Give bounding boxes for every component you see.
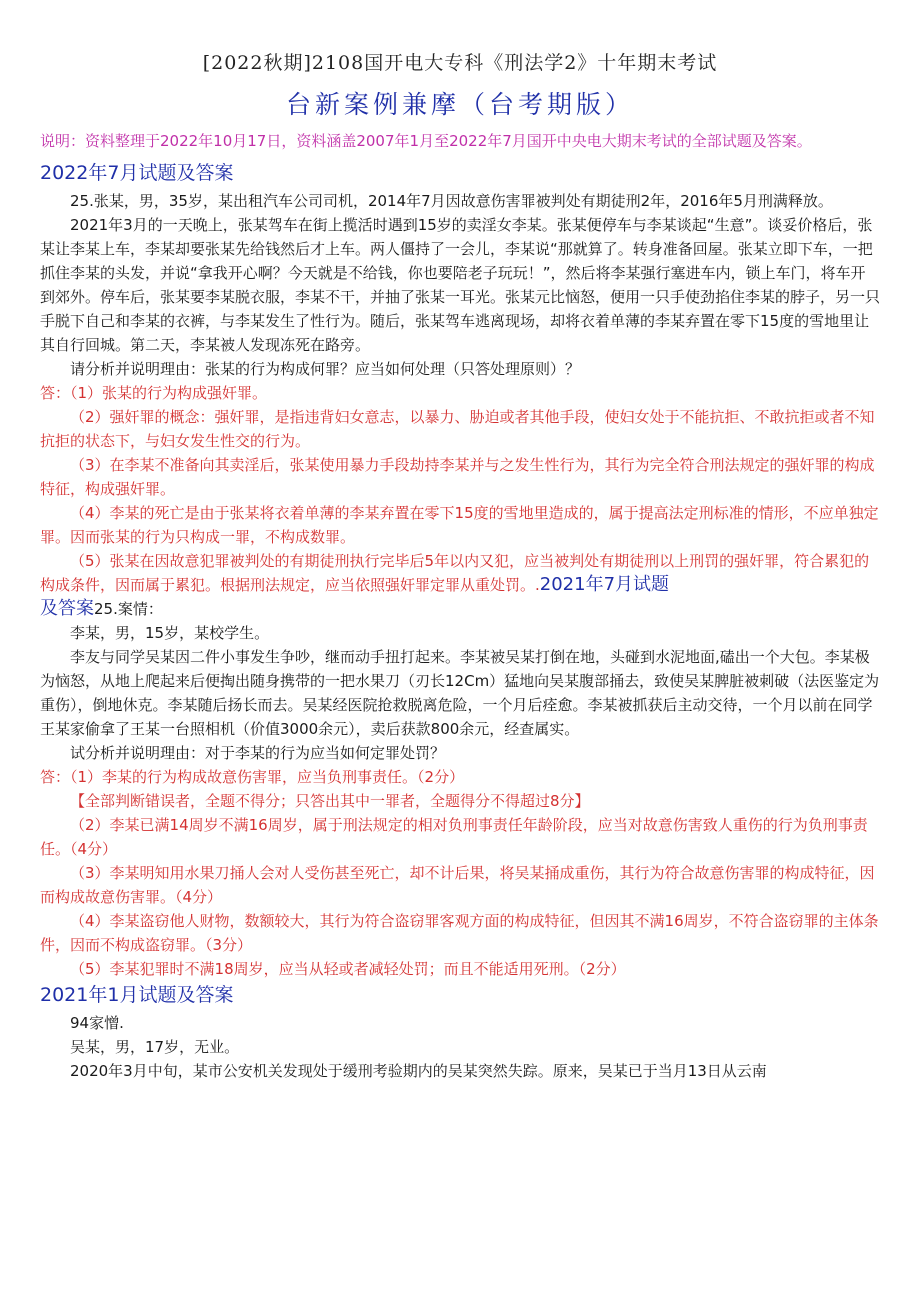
- answer-text: （5）张某在因故意犯罪被判处的有期徒刑执行完毕后5年以内又犯，应当被判处有期徒刑以上刑罚的强奸罪，符合累犯的构成条件，因而属于累犯。根据刑法规定，应当依照强奸罪定罪从重处罚。.: [40, 552, 870, 594]
- section-heading-2022-07: 2022年7月试题及答案: [40, 162, 234, 184]
- heading-continuation: [40, 597, 880, 621]
- document-subtitle: 台新案例兼摩（台考期版）: [285, 90, 634, 119]
- case-paragraph: 2021年3月的一天晚上，张某驾车在街上揽活时遇到15岁的卖淫女李某。张某便停车与李某谈起“生意”。谈妥价格后，张某让李某上车，李某却要张某先给钱然后才上车。两人僵持了一会儿，李某说“那就算了。转身准备回屋。张某立即下车，一把抓住李某的头发，并说“拿我开心啊？今天就是不给钱，你也要陪老子玩玩！”，然后将李某强行塞进车内，锁上车门，将车开到郊外。停车后，张某要李某脱衣服，李某不干，并抽了张某一耳光。张某元比恼怒，便用一只手使劲掐住李某的脖子，另一只手脱下自己和李某的衣裤，与李某发生了性行为。随后，张某驾车逃离现场，却将衣着单薄的李某弃置在零下15度的雪地里让其自行回城。第二天，李某被人发现冻死在路旁。: [40, 216, 881, 354]
- question-paragraph: 请分析并说明理由：张某的行为构成何罪？应当如何处理（只答处理原则）？: [70, 360, 581, 378]
- case-paragraph: 吴某，男，17岁，无业。: [70, 1038, 240, 1056]
- document-title: [2022秋期]2108国开电大专科《刑法学2》十年期末考试: [202, 52, 718, 74]
- answer-paragraph: （2）强奸罪的概念：强奸罪，是指违背妇女意志，以暴力、胁迫或者其他手段，使妇女处于不能抗拒、不敢抗拒或者不知抗拒的状态下，与妇女发生性交的行为。: [40, 408, 875, 450]
- section-heading-2021-07: 2021年7月试题: [539, 574, 670, 595]
- section-heading-2021-01: 2021年1月试题及答案: [40, 984, 234, 1006]
- answer-paragraph: （5）李某犯罪时不满18周岁，应当从轻或者减轻处罚；而且不能适用死刑。（2分）: [70, 960, 626, 978]
- answer-paragraph-with-heading: [40, 549, 880, 597]
- case-paragraph: 李友与同学吴某因二件小事发生争吵，继而动手扭打起来。李某被吴某打倒在地，头碰到水泥地面,磕出一个大包。李某极为恼怒，从地上爬起来后便掏出随身携带的一把水果刀（刃长12Cm）猛地向吴某腹部捅去，致使吴某脾脏被刺破（法医鉴定为重伤），倒地休克。李某随后扬长而去。吴某经医院抢救脱离危险，一个月后痊愈。李某被抓获后主动交待，一个月以前在同学王某家偷拿了王某一台照相机（价值3000余元），卖后获款800余元，经查属实。: [40, 648, 880, 738]
- answer-paragraph: （4）李某的死亡是由于张某将衣着单薄的李某弃置在零下15度的雪地里造成的，属于提高法定刑标准的情形，不应单独定罪。因而张某的行为只构成一罪，不构成数罪。: [40, 504, 879, 546]
- case-paragraph: 2020年3月中旬，某市公安机关发现处于缓刑考验期内的吴某突然失踪。原来，吴某已于当月13日从云南: [70, 1062, 767, 1080]
- answer-paragraph: （3）在李某不准备向其卖淫后，张某使用暴力手段劫持李某并与之发生性行为，其行为完全符合刑法规定的强奸罪的构成特征，构成强奸罪。: [40, 456, 875, 498]
- section-heading-tail: 及答案: [40, 598, 94, 619]
- answer-paragraph: 答：（1）张某的行为构成强奸罪。: [40, 384, 268, 402]
- case-label: 25.案情：: [94, 600, 163, 618]
- answer-paragraph: （4）李某盗窃他人财物，数额较大，其行为符合盗窃罪客观方面的构成特征，但因其不满16周岁，不符合盗窃罪的主体条件，因而不构成盗窃罪。（3分）: [40, 912, 879, 954]
- case-paragraph: 李某，男，15岁，某校学生。: [70, 624, 270, 642]
- document-note: 说明：资料整理于2022年10月17日，资料涵盖2007年1月至2022年7月国开中央电大期末考试的全部试题及答案。: [40, 132, 812, 150]
- scoring-note: 【全部判断错误者，全题不得分；只答出其中一罪者，全题得分不得超过8分】: [70, 792, 590, 810]
- case-paragraph: 94家憎.: [70, 1014, 124, 1032]
- answer-paragraph: （3）李某明知用水果刀捅人会对人受伤甚至死亡，却不计后果，将吴某捅成重伤，其行为符合故意伤害罪的构成特征，因而构成故意伤害罪。（4分）: [40, 864, 875, 906]
- answer-paragraph: （2）李某已满14周岁不满16周岁，属于刑法规定的相对负刑事责任年龄阶段，应当对故意伤害致人重伤的行为负刑事责任。（4分）: [40, 816, 868, 858]
- case-paragraph: 25.张某，男，35岁，某出租汽车公司司机，2014年7月因故意伤害罪被判处有期徒刑2年，2016年5月刑满释放。: [70, 192, 833, 210]
- question-paragraph: 试分析并说明理由：对于李某的行为应当如何定罪处罚？: [70, 744, 446, 762]
- document-page: [40, 48, 880, 1083]
- answer-paragraph: 答：（1）李某的行为构成故意伤害罪，应当负刑事责任。（2分）: [40, 768, 465, 786]
